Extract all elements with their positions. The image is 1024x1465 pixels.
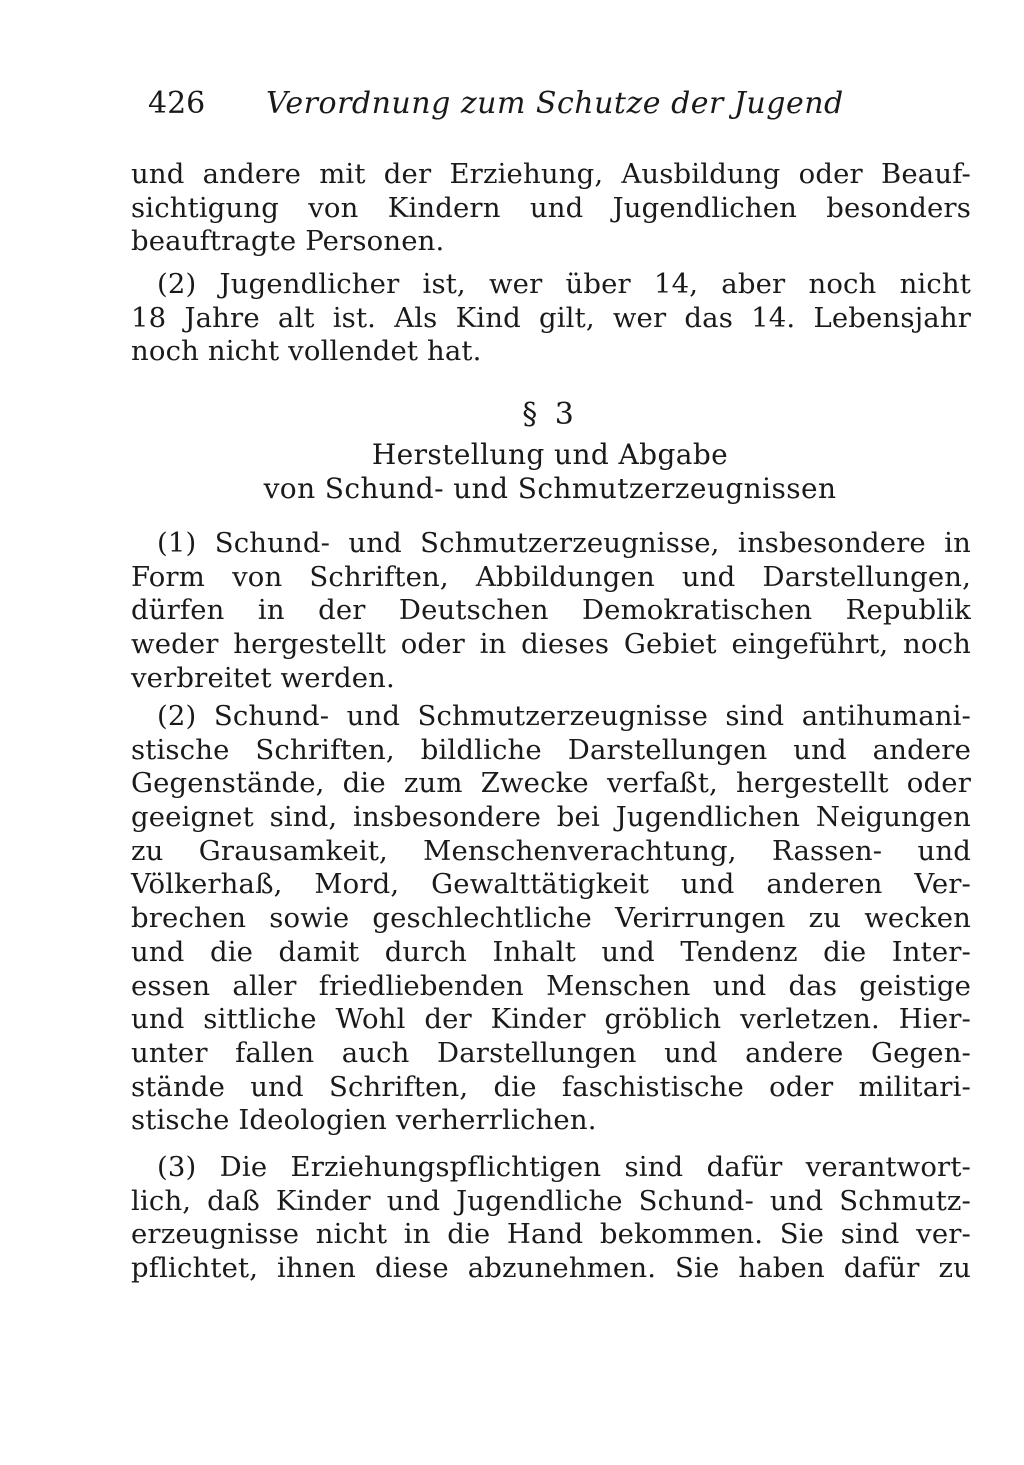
paragraph-continued xyxy=(131,158,971,259)
running-title: Verordnung zum Schutze der Jugend xyxy=(266,86,844,121)
page-number: 426 xyxy=(148,86,206,121)
section-mark: § 3 xyxy=(522,397,578,432)
section-paragraph-3 xyxy=(131,1151,971,1286)
text-line: und andere mit der Erziehung, Ausbildung oder Beauf- xyxy=(131,158,971,190)
text-line: dürfen in der Deutschen Demokratischen Republik xyxy=(131,594,971,627)
text-line: (1) Schund- und Schmutzerzeugnisse, insbesondere in xyxy=(157,527,971,559)
text-line: stände und Schriften, die faschistische oder militari- xyxy=(131,1070,971,1103)
text-line: verbreitet werden. xyxy=(131,661,395,694)
text-line: pflichtet, ihnen diese abzunehmen. Sie haben dafür zu xyxy=(131,1252,971,1285)
text-line: zu Grausamkeit, Menschenverachtung, Rassen- und xyxy=(131,834,971,867)
text-line: Völkerhaß, Mord, Gewalttätigkeit und anderen Ver- xyxy=(131,868,971,901)
page-header xyxy=(148,82,888,126)
text-line: noch nicht vollendet hat. xyxy=(131,335,482,368)
text-line: sichtigung von Kindern und Jugendlichen besonders xyxy=(131,191,971,224)
text-line: essen aller friedliebenden Menschen und das geistige xyxy=(131,969,971,1002)
text-line: beauftragte Personen. xyxy=(131,225,445,258)
text-line: weder hergestellt oder in dieses Gebiet eingeführt, noch xyxy=(131,628,971,661)
section-heading xyxy=(140,398,960,506)
text-line: brechen sowie geschlechtliche Verirrungen zu wecken xyxy=(131,902,971,935)
section-title-line-2: von Schund- und Schmutzerzeugnissen xyxy=(263,472,837,505)
text-line: 18 Jahre alt ist. Als Kind gilt, wer das 14. Lebensjahr xyxy=(131,301,971,334)
section-paragraph-2 xyxy=(131,700,971,1138)
text-line: lich, daß Kinder und Jugendliche Schund- und Schmutz- xyxy=(131,1184,971,1217)
text-line: und sittliche Wohl der Kinder gröblich verletzen. Hier- xyxy=(131,1003,971,1036)
text-line: Form von Schriften, Abbildungen und Darstellungen, xyxy=(131,560,971,593)
section-paragraph-1 xyxy=(131,527,971,695)
section-title-line-1: Herstellung und Abgabe xyxy=(371,438,729,471)
text-line: unter fallen auch Darstellungen und andere Gegen- xyxy=(131,1036,971,1069)
text-line: (2) Schund- und Schmutzerzeugnisse sind antihumani- xyxy=(157,700,971,732)
text-line: und die damit durch Inhalt und Tendenz die Inter- xyxy=(131,935,971,968)
paragraph-2-jugendlicher xyxy=(131,268,971,369)
text-line: stische Schriften, bildliche Darstellungen und andere xyxy=(131,733,971,766)
text-line: geeignet sind, insbesondere bei Jugendlichen Neigungen xyxy=(131,801,971,834)
text-line: erzeugnisse nicht in die Hand bekommen. Sie sind ver- xyxy=(131,1218,971,1251)
text-line: (3) Die Erziehungspflichtigen sind dafür verantwort- xyxy=(157,1151,971,1183)
text-line: stische Ideologien verherrlichen. xyxy=(131,1104,597,1137)
text-line: Gegenstände, die zum Zwecke verfaßt, hergestellt oder xyxy=(131,767,971,800)
text-line: (2) Jugendlicher ist, wer über 14, aber noch nicht xyxy=(157,268,971,300)
